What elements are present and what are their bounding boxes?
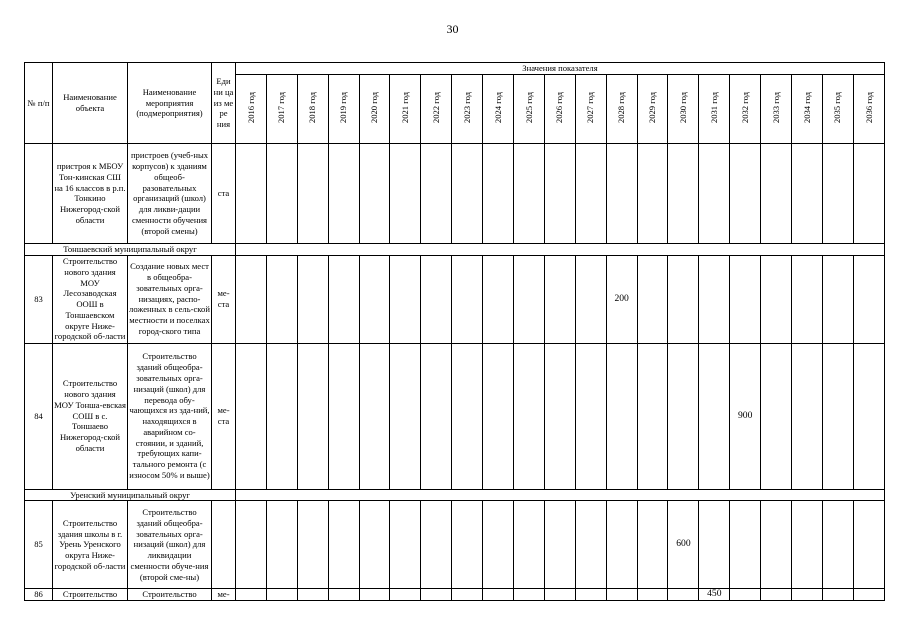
- cell-value: [390, 143, 421, 243]
- header-year-label: 2020 год: [369, 91, 380, 123]
- region-row: [25, 243, 885, 255]
- cell-value: [699, 343, 730, 489]
- cell-value: [853, 343, 884, 489]
- header-year: [359, 74, 390, 143]
- cell-value: [297, 589, 328, 601]
- cell-value: [730, 143, 761, 243]
- header-year-label: 2036 год: [863, 91, 874, 123]
- cell-value: [483, 501, 514, 589]
- indicator-table: [24, 62, 885, 601]
- header-year-label: 2031 год: [708, 91, 719, 123]
- cell-value: [544, 143, 575, 243]
- cell-value: [637, 501, 668, 589]
- cell-value: [761, 343, 792, 489]
- cell-num: 83: [25, 255, 53, 343]
- header-year: [792, 74, 823, 143]
- header-year-label: 2022 год: [430, 91, 441, 123]
- cell-value: [730, 255, 761, 343]
- region-label: Уренский муниципальный округ: [25, 489, 236, 501]
- cell-value: [297, 143, 328, 243]
- cell-unit: [212, 501, 236, 589]
- table-row: [25, 343, 885, 489]
- cell-value: [637, 255, 668, 343]
- cell-value: [421, 143, 452, 243]
- header-year: [328, 74, 359, 143]
- cell-value: [483, 143, 514, 243]
- cell-value: [452, 255, 483, 343]
- region-empty: [236, 489, 885, 501]
- cell-value: 600: [668, 501, 699, 589]
- cell-value: [390, 255, 421, 343]
- cell-value: [544, 589, 575, 601]
- cell-object: Строительство: [53, 589, 128, 601]
- header-year-label: 2027 год: [585, 91, 596, 123]
- cell-value: [359, 589, 390, 601]
- cell-measure: пристроев (учеб-ных корпусов) к зданиям общеоб-разовательных организаций (школ) для ликви-дации сменности обучения (второй смены): [128, 143, 212, 243]
- cell-value: [483, 589, 514, 601]
- cell-value: [544, 255, 575, 343]
- cell-value: [359, 501, 390, 589]
- header-num: № п/п: [25, 63, 53, 144]
- header-year: [761, 74, 792, 143]
- header-values-title: Значения показателя: [236, 63, 885, 75]
- header-year-label: 2021 год: [400, 91, 410, 123]
- cell-unit: ме-: [212, 589, 236, 601]
- table-row: [25, 143, 885, 243]
- cell-value: [236, 143, 267, 243]
- cell-value: [606, 343, 637, 489]
- table-row: [25, 255, 885, 343]
- header-year: [297, 74, 328, 143]
- region-row: [25, 489, 885, 501]
- table-body: [25, 143, 885, 600]
- cell-value: [483, 255, 514, 343]
- cell-measure: Строительство зданий общеобра-зовательных орга-низаций (школ) для ликвидации сменности обуче-ния (второй сме-ны): [128, 501, 212, 589]
- cell-value: [236, 589, 267, 601]
- cell-value: [668, 143, 699, 243]
- region-label: Тоншаевский муниципальный округ: [25, 243, 236, 255]
- cell-num: 84: [25, 343, 53, 489]
- cell-value: [544, 343, 575, 489]
- cell-value: [730, 501, 761, 589]
- cell-value: [266, 589, 297, 601]
- cell-value: [514, 589, 545, 601]
- cell-value: [297, 343, 328, 489]
- cell-value: [575, 343, 606, 489]
- cell-measure: Создание новых мест в общеобра-зовательных орга-низациях, распо-ложенных в сель-ской местности и поселках город-ского типа: [128, 255, 212, 343]
- table-row: [25, 501, 885, 589]
- header-year-label: 2035 год: [832, 91, 843, 123]
- header-year-label: 2032 год: [739, 91, 750, 123]
- cell-num: 86: [25, 589, 53, 601]
- header-year: [822, 74, 853, 143]
- cell-value: [822, 255, 853, 343]
- cell-value: [544, 501, 575, 589]
- cell-value: [637, 143, 668, 243]
- cell-value: [359, 343, 390, 489]
- cell-value: [328, 343, 359, 489]
- header-year-label: 2030 год: [678, 91, 689, 123]
- cell-object: Строительство нового здания МОУ Лесозаводская ООШ в Тоншаевском округе Ниже-городской об-ласти: [53, 255, 128, 343]
- cell-value: [297, 255, 328, 343]
- cell-value: [637, 589, 668, 601]
- cell-value: [792, 343, 823, 489]
- header-year: [668, 74, 699, 143]
- header-year-label: 2034 год: [801, 91, 812, 123]
- table-row: [25, 589, 885, 601]
- cell-value: [421, 255, 452, 343]
- header-year: [575, 74, 606, 143]
- cell-value: [266, 343, 297, 489]
- cell-value: [853, 143, 884, 243]
- cell-value: [328, 143, 359, 243]
- cell-value: [730, 589, 761, 601]
- cell-object: пристроя к МБОУ Тон-кинская СШ на 16 классов в р.п. Тонкино Нижегород-ской области: [53, 143, 128, 243]
- header-year-label: 2024 год: [492, 91, 503, 123]
- header-year-label: 2029 год: [647, 91, 658, 123]
- cell-value: [452, 143, 483, 243]
- header-measure: Наименование мероприятия (подмероприятия): [128, 63, 212, 144]
- header-year: [483, 74, 514, 143]
- header-year-label: 2019 год: [338, 91, 349, 123]
- cell-value: [822, 501, 853, 589]
- header-year: [699, 74, 730, 143]
- header-year: [606, 74, 637, 143]
- cell-value: [328, 501, 359, 589]
- header-year: [544, 74, 575, 143]
- cell-value: [266, 501, 297, 589]
- cell-num: [25, 143, 53, 243]
- cell-value: [792, 589, 823, 601]
- cell-value: [390, 501, 421, 589]
- page-number: 30: [446, 22, 459, 36]
- cell-value: [637, 343, 668, 489]
- cell-value: [483, 343, 514, 489]
- header-year-label: 2025 год: [523, 91, 534, 123]
- cell-value: [668, 343, 699, 489]
- cell-measure: Строительство зданий общеобра-зовательных орга-низаций (школ) для перевода обу-чающихся из зда-ний, находящихся в аварийном со-стоянии, и зданий, требующих капи-тального ремонта (с износом 50% и выше): [128, 343, 212, 489]
- cell-value: [452, 343, 483, 489]
- cell-value: [575, 501, 606, 589]
- cell-value: [359, 143, 390, 243]
- cell-value: [606, 589, 637, 601]
- header-year-label: 2026 год: [554, 91, 565, 123]
- cell-value: [452, 501, 483, 589]
- cell-value: [452, 589, 483, 601]
- cell-value: [822, 143, 853, 243]
- header-year-label: 2017 год: [276, 91, 287, 123]
- cell-value: [668, 255, 699, 343]
- header-year: [853, 74, 884, 143]
- cell-value: [266, 255, 297, 343]
- cell-value: [328, 589, 359, 601]
- header-year-label: 2023 год: [461, 91, 472, 123]
- cell-value: [853, 501, 884, 589]
- cell-value: [575, 143, 606, 243]
- cell-value: [236, 255, 267, 343]
- cell-value: [699, 501, 730, 589]
- cell-value: [792, 143, 823, 243]
- header-year: [514, 74, 545, 143]
- cell-value: [761, 143, 792, 243]
- cell-value: [792, 255, 823, 343]
- cell-value: [514, 501, 545, 589]
- cell-num: 85: [25, 501, 53, 589]
- cell-value: [236, 343, 267, 489]
- header-year: [266, 74, 297, 143]
- cell-value: [421, 501, 452, 589]
- cell-value: [421, 343, 452, 489]
- region-empty: [236, 243, 885, 255]
- cell-value: [761, 501, 792, 589]
- cell-value: [853, 255, 884, 343]
- header-year: [421, 74, 452, 143]
- cell-value: [421, 589, 452, 601]
- cell-value: [606, 143, 637, 243]
- cell-value: [761, 255, 792, 343]
- cell-value: [575, 589, 606, 601]
- cell-value: [822, 589, 853, 601]
- cell-value: [514, 255, 545, 343]
- cell-value: 450: [699, 589, 730, 601]
- cell-value: 200: [606, 255, 637, 343]
- cell-unit: ме-ста: [212, 255, 236, 343]
- cell-object: Строительство здания школы в г. Урень Уренского округа Ниже-городской об-ласти: [53, 501, 128, 589]
- header-year: [637, 74, 668, 143]
- header-year-label: 2016 год: [245, 91, 256, 123]
- cell-value: [514, 343, 545, 489]
- cell-value: [792, 501, 823, 589]
- cell-value: [328, 255, 359, 343]
- cell-value: [761, 589, 792, 601]
- cell-value: [699, 255, 730, 343]
- cell-value: [668, 589, 699, 601]
- header-year: [236, 74, 267, 143]
- header-year: [452, 74, 483, 143]
- cell-value: [266, 143, 297, 243]
- cell-unit: ста: [212, 143, 236, 243]
- cell-object: Строительство нового здания МОУ Тонша-евская СОШ в с. Тоншаево Нижегород-ской области: [53, 343, 128, 489]
- cell-unit: ме-ста: [212, 343, 236, 489]
- header-year-label: 2033 год: [770, 91, 781, 123]
- cell-value: [575, 255, 606, 343]
- cell-value: [236, 501, 267, 589]
- cell-value: [390, 343, 421, 489]
- cell-value: [390, 589, 421, 601]
- header-unit: Еди ни ца из ме ре ния: [212, 63, 236, 144]
- header-year-label: 2018 год: [307, 91, 318, 123]
- header-object: Наименование объекта: [53, 63, 128, 144]
- header-year: [390, 74, 421, 143]
- cell-value: [699, 143, 730, 243]
- cell-value: 900: [730, 343, 761, 489]
- cell-value: [297, 501, 328, 589]
- cell-value: [359, 255, 390, 343]
- header-year-label: 2028 год: [616, 91, 627, 123]
- header-year: [730, 74, 761, 143]
- cell-value: [514, 143, 545, 243]
- header-row-top: [25, 63, 885, 75]
- cell-value: [606, 501, 637, 589]
- cell-value: [853, 589, 884, 601]
- cell-measure: Строительство: [128, 589, 212, 601]
- cell-value: [822, 343, 853, 489]
